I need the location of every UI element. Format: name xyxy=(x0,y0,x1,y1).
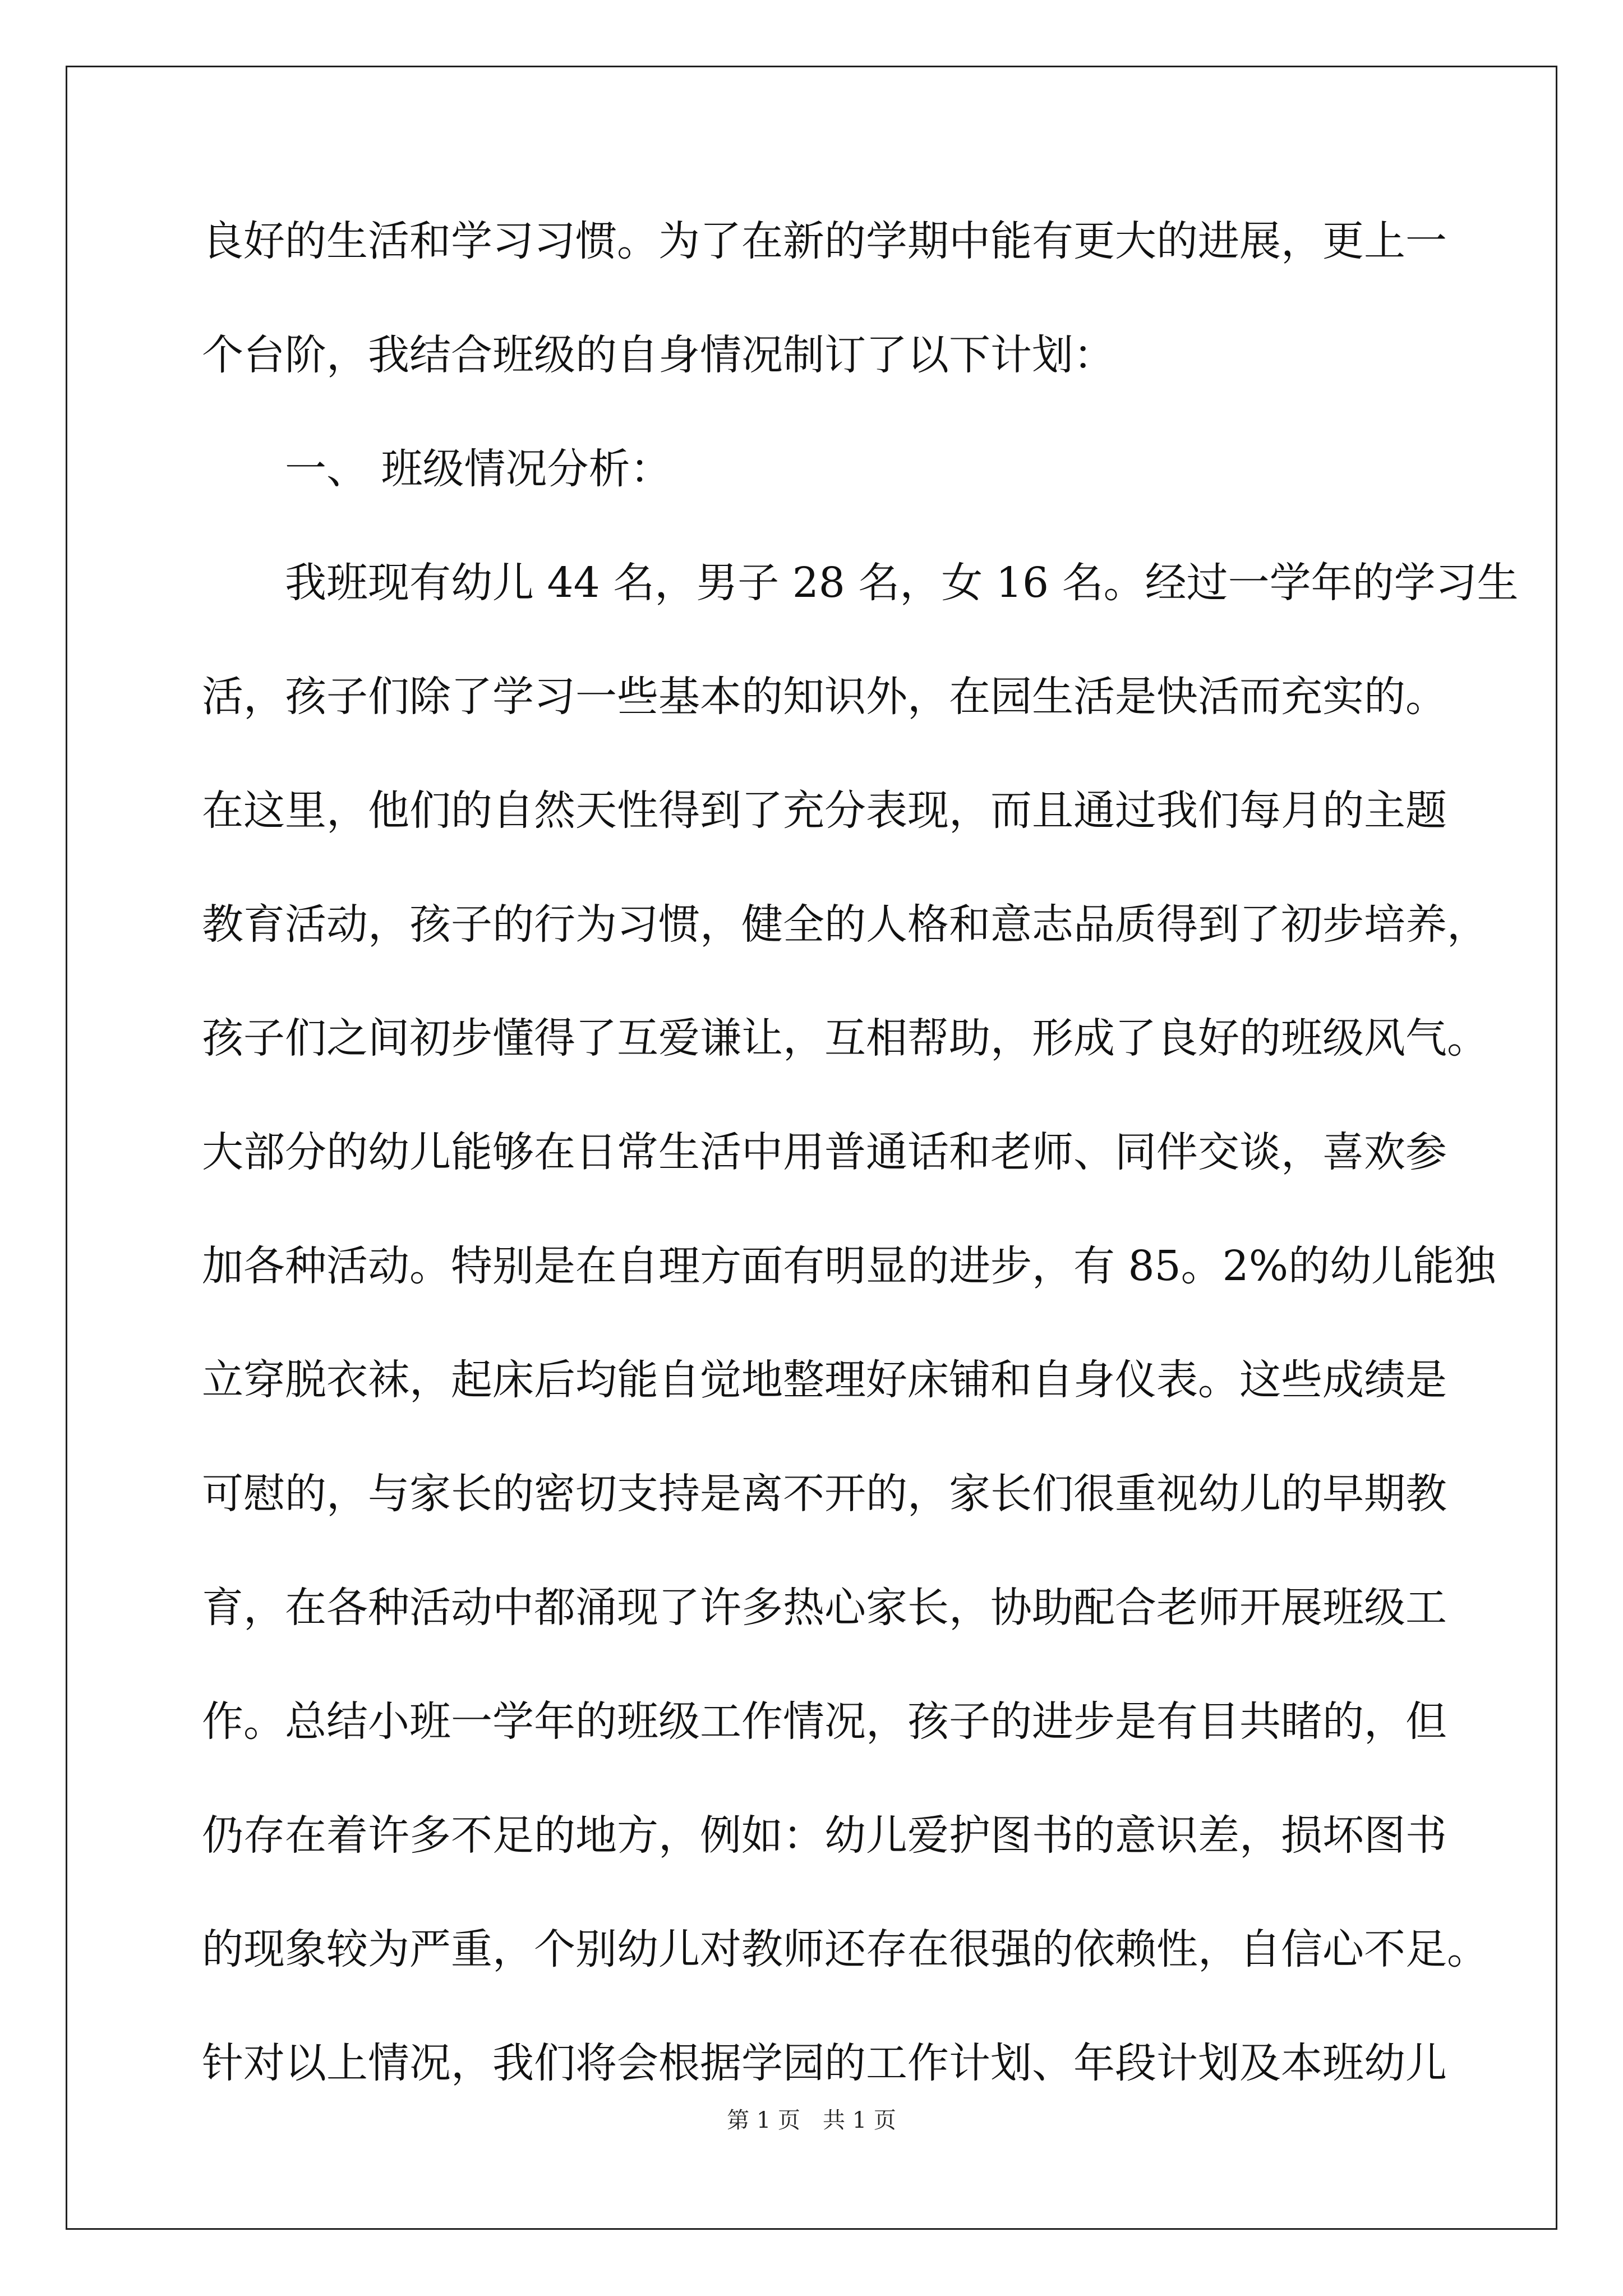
text-line: 针对以上情况，我们将会根据学园的工作计划、年段计划及本班幼儿 xyxy=(202,2039,1447,2087)
text-line: 活，孩子们除了学习一些基本的知识外，在园生活是快活而充实的。 xyxy=(202,673,1447,721)
text-line: 我班现有幼儿 44 名，男子 28 名，女 16 名。经过一学年的学习生 xyxy=(285,559,1519,607)
text-line: 的现象较为严重，个别幼儿对教师还存在很强的依赖性，自信心不足。 xyxy=(202,1925,1488,1973)
text-line: 加各种活动。特别是在自理方面有明显的进步，有 85。2%的幼儿能独 xyxy=(202,1242,1496,1290)
text-line: 立穿脱衣袜，起床后均能自觉地整理好床铺和自身仪表。这些成绩是 xyxy=(202,1356,1447,1404)
page-footer xyxy=(0,2106,1623,2134)
text-line: 可慰的，与家长的密切支持是离不开的，家长们很重视幼儿的早期教 xyxy=(202,1470,1447,1518)
text-line: 大部分的幼儿能够在日常生活中用普通话和老师、同伴交谈，喜欢参 xyxy=(202,1128,1447,1176)
text-line: 孩子们之间初步懂得了互爱谦让，互相帮助，形成了良好的班级风气。 xyxy=(202,1014,1488,1062)
text-line: 作。总结小班一学年的班级工作情况，孩子的进步是有目共睹的，但 xyxy=(202,1697,1447,1746)
text-line: 育，在各种活动中都涌现了许多热心家长，协助配合老师开展班级工 xyxy=(202,1584,1447,1632)
page-number: 第 1 页 xyxy=(727,2108,800,2133)
page-total: 共 1 页 xyxy=(823,2108,896,2133)
section-heading: 一、 班级情况分析： xyxy=(285,445,672,493)
text-line: 个台阶，我结合班级的自身情况制订了以下计划： xyxy=(202,331,1115,379)
text-line: 教育活动，孩子的行为习惯，健全的人格和意志品质得到了初步培养， xyxy=(202,900,1488,949)
text-line: 良好的生活和学习习惯。为了在新的学期中能有更大的进展，更上一 xyxy=(202,217,1447,265)
text-line: 仍存在着许多不足的地方，例如：幼儿爱护图书的意识差，损坏图书 xyxy=(202,1811,1447,1860)
text-line: 在这里，他们的自然天性得到了充分表现，而且通过我们每月的主题 xyxy=(202,786,1447,835)
